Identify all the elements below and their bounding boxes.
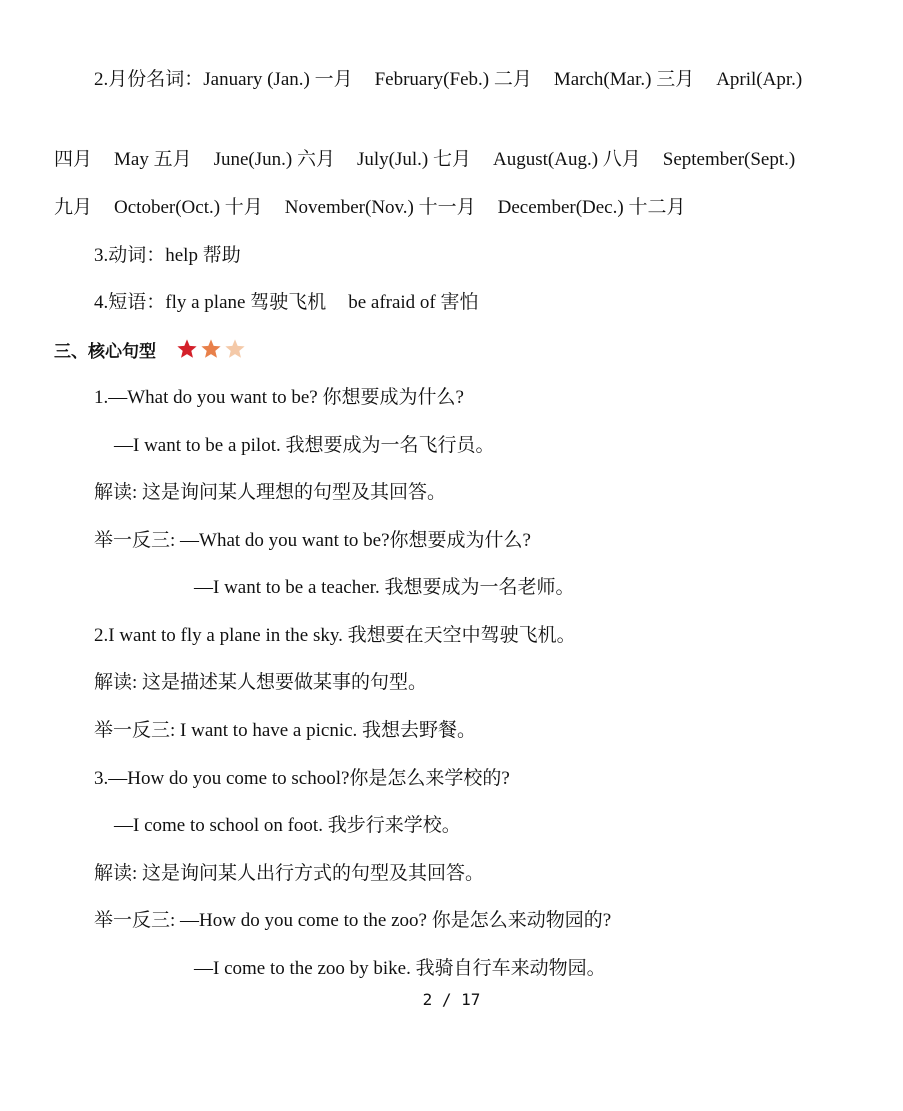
month-may: May 五月 bbox=[114, 149, 192, 170]
month-march: March(Mar.) 三月 bbox=[553, 69, 695, 90]
sentence-2-practice: 举一反三: I want to have a picnic. 我想去野餐。 bbox=[94, 720, 477, 741]
sentence-2: 2.I want to fly a plane in the sky. 我想要在天空中驾驶飞机。 bbox=[94, 625, 576, 646]
star-icon bbox=[224, 338, 246, 360]
sentence-3-question: 3.—How do you come to school?你是怎么来学校的? bbox=[94, 768, 510, 789]
sentence-1-answer: —I want to be a pilot. 我想要成为一名飞行员。 bbox=[114, 435, 495, 456]
sentence-3-practice: 举一反三: —How do you come to the zoo? 你是怎么来动物园的? bbox=[94, 910, 612, 931]
month-september: September(Sept.) bbox=[662, 149, 796, 170]
phrase-be-afraid-of: be afraid of 害怕 bbox=[348, 292, 479, 313]
phrase-fly-a-plane: fly a plane 驾驶飞机 bbox=[165, 292, 327, 313]
months-label: 2.月份名词： bbox=[94, 69, 204, 90]
month-april: April(Apr.) bbox=[716, 69, 803, 90]
month-february: February(Feb.) 二月 bbox=[374, 69, 532, 90]
month-june: June(Jun.) 六月 bbox=[213, 149, 335, 170]
section-heading bbox=[54, 338, 248, 367]
sentence-1-explanation: 解读: 这是询问某人理想的句型及其回答。 bbox=[94, 482, 447, 503]
phrase-label: 4.短语： bbox=[94, 292, 166, 313]
sentence-1-practice-answer: —I want to be a teacher. 我想要成为一名老师。 bbox=[194, 577, 575, 598]
sentence-1-question: 1.—What do you want to be? 你想要成为什么? bbox=[94, 387, 464, 408]
star-icon bbox=[176, 338, 198, 360]
month-september-cn: 九月 bbox=[54, 197, 93, 218]
months-line-2 bbox=[54, 148, 795, 172]
sentence-2-explanation: 解读: 这是描述某人想要做某事的句型。 bbox=[94, 672, 428, 693]
phrase-line bbox=[94, 291, 479, 315]
page-number: 2 / 17 bbox=[422, 990, 481, 1009]
month-january: January (Jan.) 一月 bbox=[203, 69, 353, 90]
month-october: October(Oct.) 十月 bbox=[114, 197, 263, 218]
months-line-1 bbox=[94, 68, 802, 92]
verb-line: 3.动词：help 帮助 bbox=[94, 245, 241, 266]
months-line-3 bbox=[54, 196, 685, 220]
star-rating bbox=[176, 338, 248, 367]
month-november: November(Nov.) 十一月 bbox=[284, 197, 476, 218]
month-august: August(Aug.) 八月 bbox=[493, 149, 641, 170]
month-april-cn: 四月 bbox=[54, 149, 93, 170]
sentence-3-answer: —I come to school on foot. 我步行来学校。 bbox=[114, 815, 461, 836]
section-title: 三、核心句型 bbox=[54, 342, 156, 362]
sentence-3-practice-answer: —I come to the zoo by bike. 我骑自行车来动物园。 bbox=[194, 958, 606, 979]
star-icon bbox=[200, 338, 222, 360]
sentence-3-explanation: 解读: 这是询问某人出行方式的句型及其回答。 bbox=[94, 863, 485, 884]
sentence-1-practice: 举一反三: —What do you want to be?你想要成为什么? bbox=[94, 530, 531, 551]
month-july: July(Jul.) 七月 bbox=[356, 149, 471, 170]
month-december: December(Dec.) 十二月 bbox=[497, 197, 686, 218]
